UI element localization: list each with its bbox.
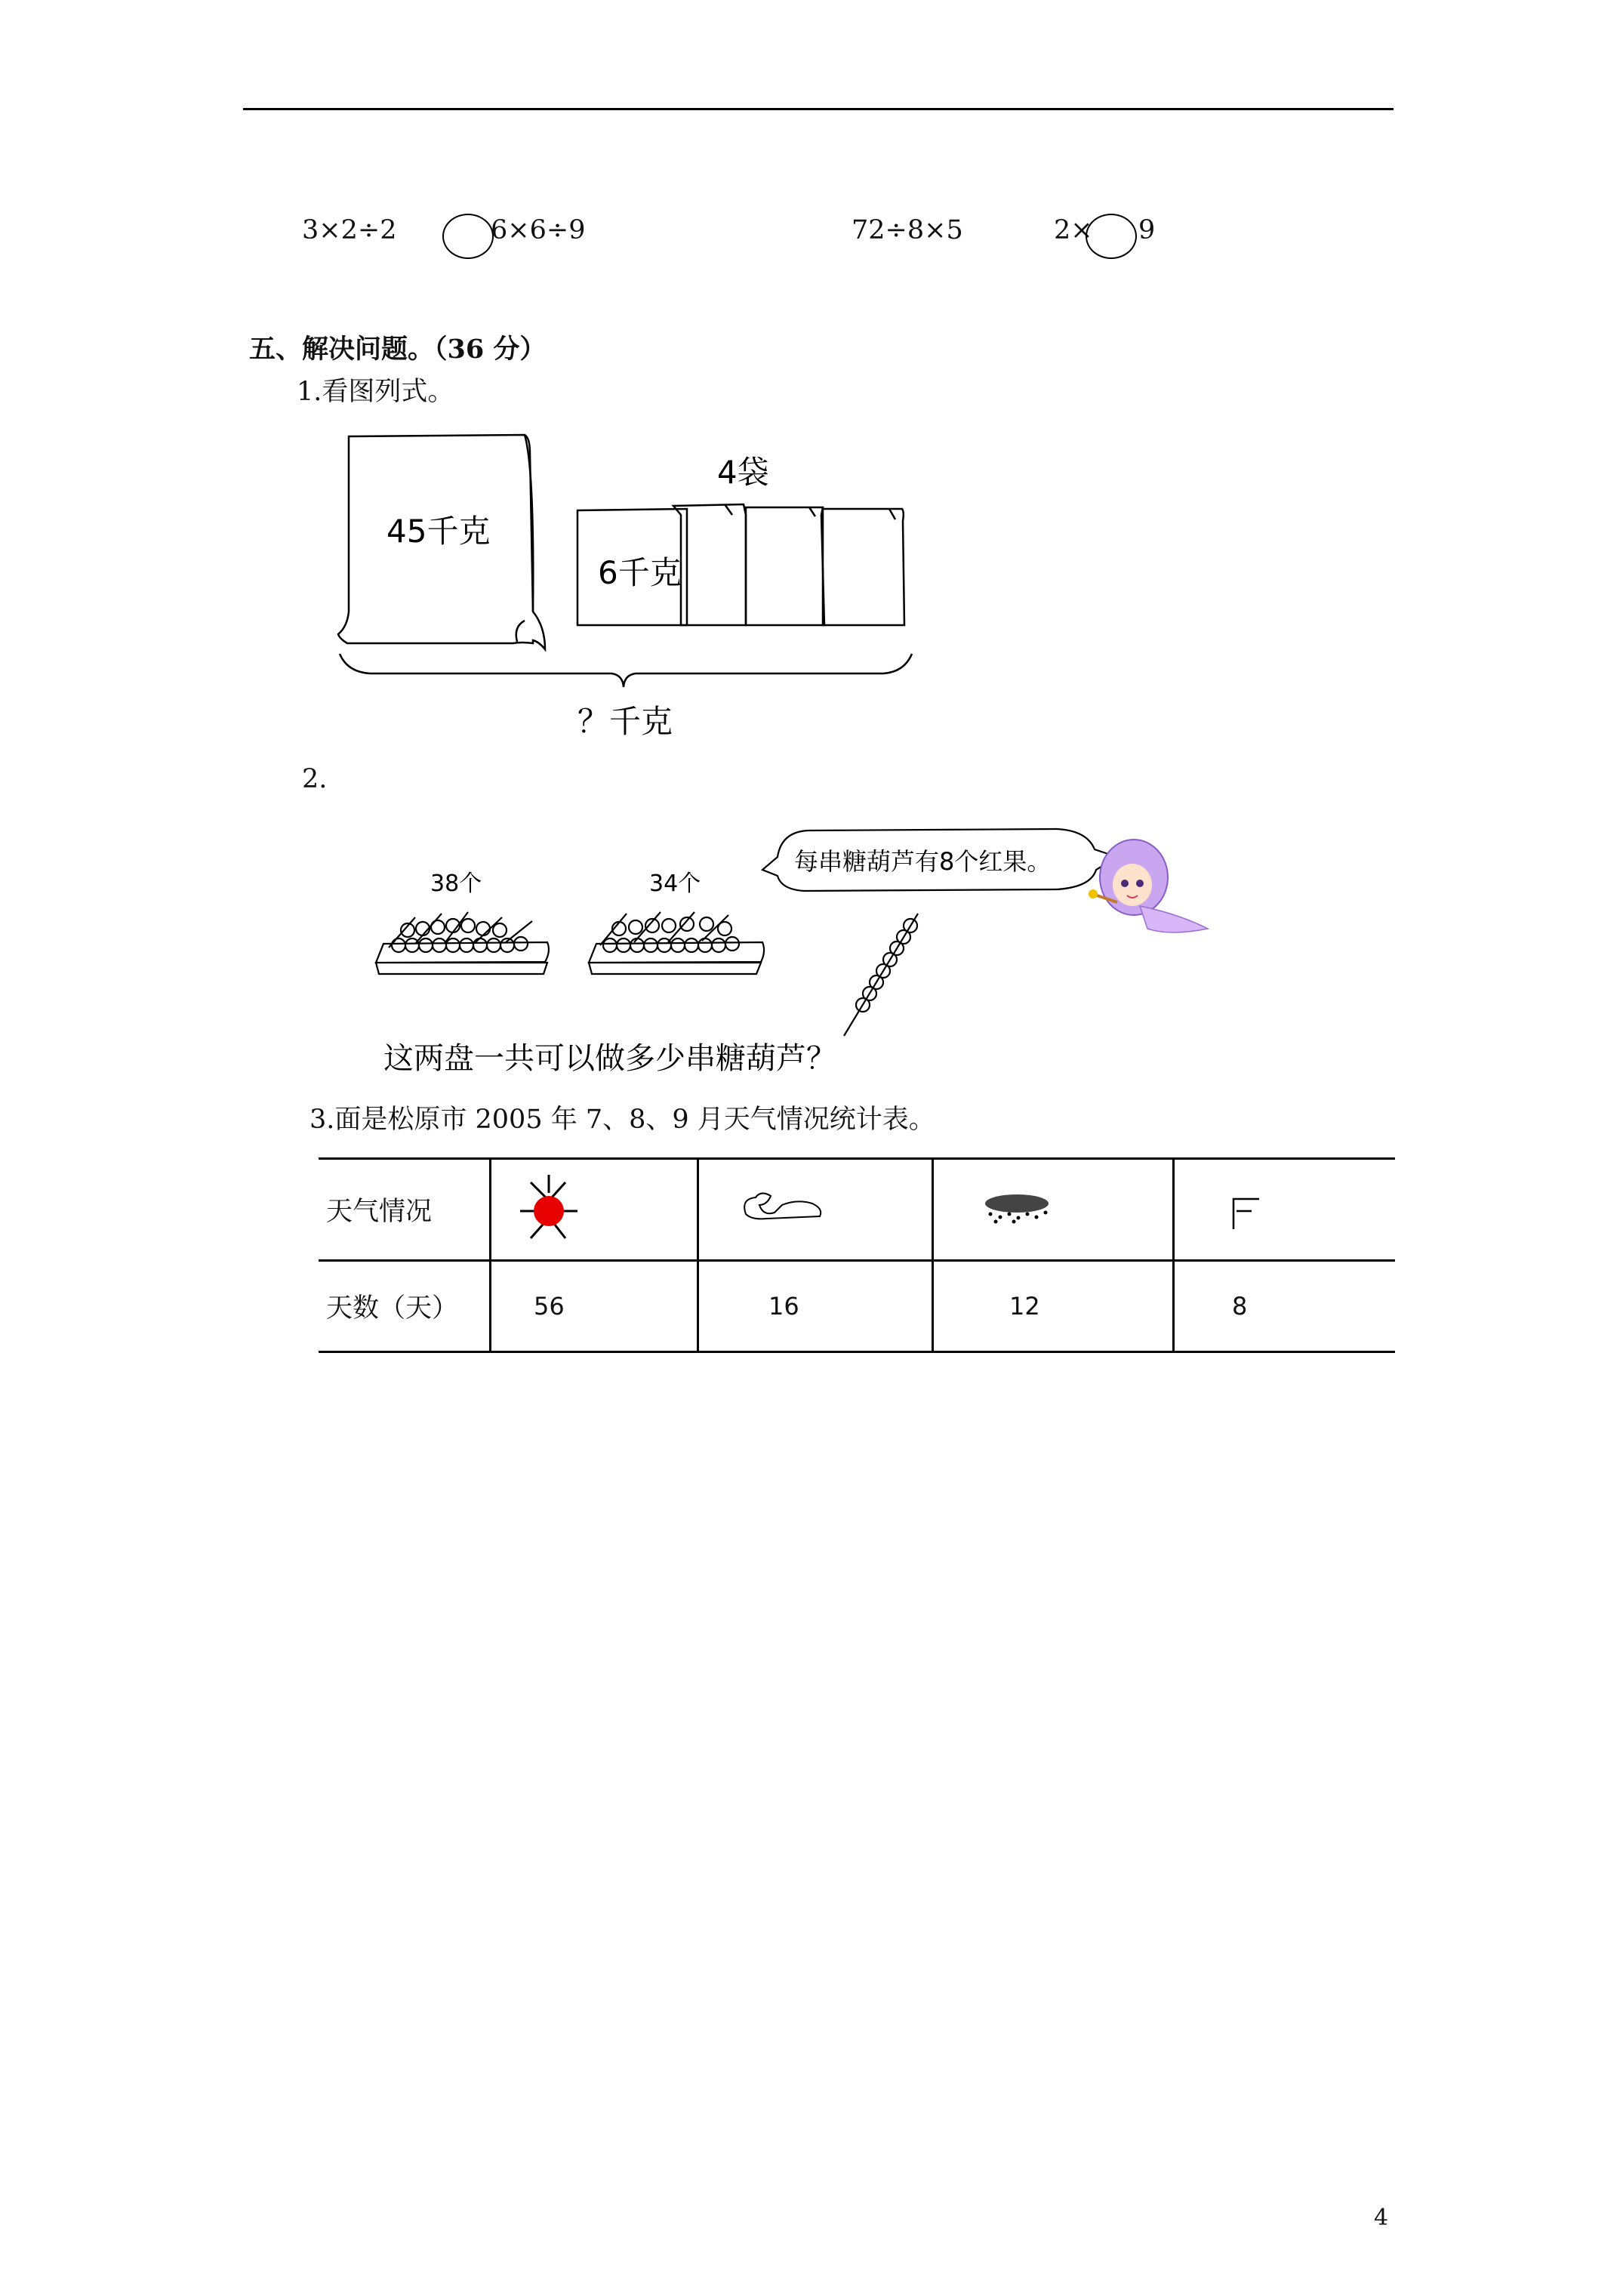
table-row [319, 1159, 1395, 1261]
value-cloud: 16 [698, 1261, 933, 1352]
wind-icon [1175, 1160, 1338, 1253]
weather-table [319, 1157, 1395, 1353]
fruit-pile-2 [600, 912, 739, 952]
expr-left-b: 6×6÷9 [491, 215, 586, 245]
cloud-icon [699, 1160, 862, 1253]
q2-question: 这两盘一共可以做多少串糖葫芦？ [383, 1041, 836, 1076]
q3-label: 3.面是松原市 2005 年 7、8、9 月天气情况统计表。 [310, 1105, 935, 1135]
expr-right-b-pre: 2× [1054, 215, 1093, 245]
bags-figure [332, 423, 921, 747]
row2-label: 天数（天） [319, 1261, 491, 1352]
single-skewer [844, 914, 918, 1036]
candied-fruit-figure [370, 815, 1230, 1080]
compare-circle-left[interactable] [442, 214, 494, 259]
section-heading: 五、解决问题。（36 分） [249, 334, 547, 365]
small-bag-4 [823, 509, 904, 625]
q1-label: 1.看图列式。 [297, 377, 454, 407]
small-bag-label: 6千克 [598, 554, 682, 591]
q2-label: 2. [302, 764, 328, 794]
small-bag-2 [673, 504, 746, 625]
cloud-cell [698, 1159, 933, 1261]
speech-text: 每串糖葫芦有8个红果。 [794, 847, 1052, 876]
total-question-label: ？千克 [577, 703, 673, 740]
table-row [319, 1261, 1395, 1352]
small-bag-3 [746, 507, 824, 625]
compare-circle-right[interactable] [1086, 214, 1137, 259]
value-sun: 56 [491, 1261, 698, 1352]
plate2-count: 34个 [649, 871, 701, 897]
header-rule [243, 108, 1394, 110]
fruit-pile-1 [389, 912, 532, 952]
plate1-count: 38个 [430, 871, 482, 897]
plate-1 [376, 942, 549, 974]
value-rain: 12 [933, 1261, 1174, 1352]
bag-count-label: 4袋 [717, 454, 769, 491]
expr-left-a: 3×2÷2 [302, 215, 397, 245]
brace [340, 654, 912, 687]
rain-icon [934, 1160, 1097, 1253]
value-wind: 8 [1174, 1261, 1396, 1352]
big-bag-label: 45千克 [387, 513, 491, 550]
row1-label: 天气情况 [319, 1159, 491, 1261]
sun-cell [491, 1159, 698, 1261]
page-number: 4 [1374, 2205, 1389, 2231]
rain-cell [933, 1159, 1174, 1261]
expr-right-a: 72÷8×5 [852, 215, 963, 245]
wind-cell [1174, 1159, 1396, 1261]
expr-right-b-post: 9 [1138, 215, 1156, 245]
sun-icon [491, 1160, 654, 1253]
